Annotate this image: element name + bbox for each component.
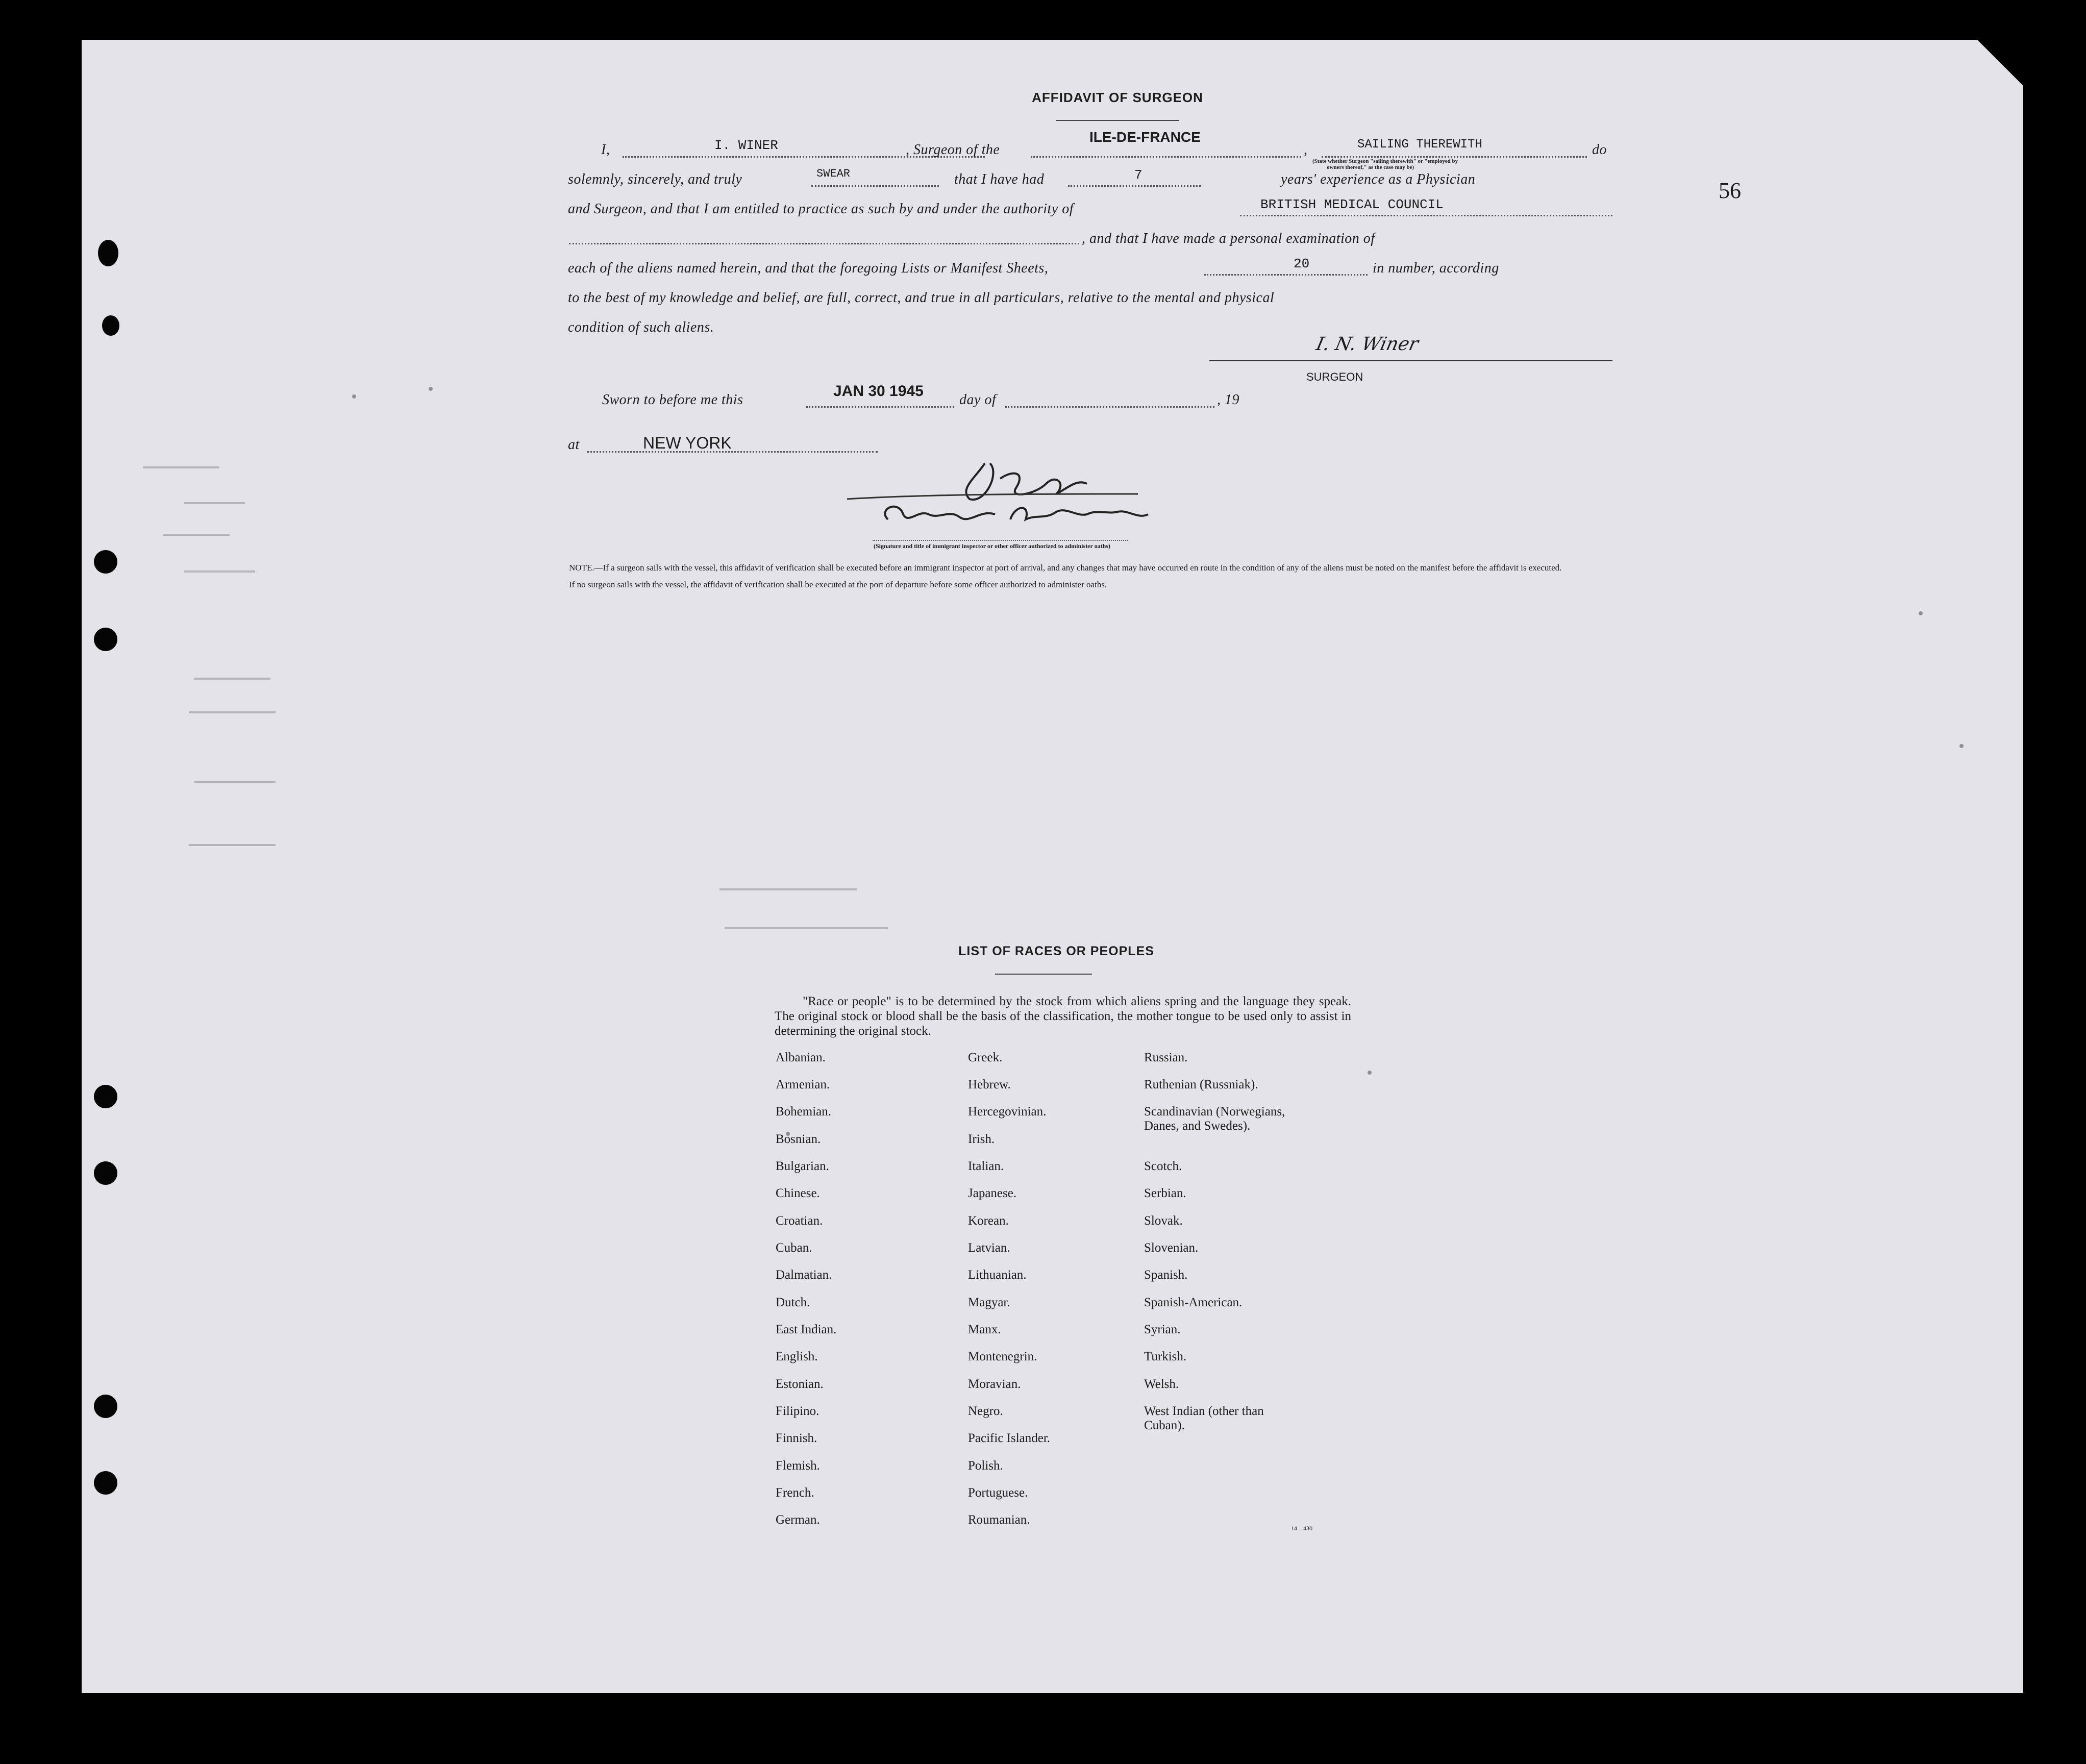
race-item: West Indian (other than Cuban). bbox=[1144, 1404, 1264, 1432]
bleed-through-mark bbox=[194, 678, 270, 680]
note-paragraph-2: If no surgeon sails with the vessel, the affidavit of verification shall be executed at the port of departure before some officer authorized to administer oaths. bbox=[569, 580, 1107, 589]
race-item: East Indian. bbox=[776, 1323, 837, 1336]
line7: condition of such aliens. bbox=[568, 319, 714, 335]
oath-field-line bbox=[811, 185, 939, 187]
sailing-note-1: (State whether Surgeon "sailing therewith" or "employed by bbox=[1312, 158, 1458, 164]
sailing-note-2: owners thereof," as the case may be) bbox=[1327, 164, 1414, 170]
punch-hole bbox=[94, 1395, 117, 1418]
inspector-caption: (Signature and title of immigrant inspector or other officer authorized to administer oaths) bbox=[874, 542, 1110, 550]
race-item: Portuguese. bbox=[968, 1486, 1028, 1500]
surgeon-label: SURGEON bbox=[1306, 370, 1363, 383]
signature-line bbox=[1209, 360, 1612, 361]
race-item: Turkish. bbox=[1144, 1350, 1187, 1363]
punch-hole bbox=[94, 550, 117, 574]
folded-corner bbox=[1977, 40, 2023, 86]
race-item: Irish. bbox=[968, 1132, 995, 1146]
race-item: Bulgarian. bbox=[776, 1159, 829, 1173]
races-intro: "Race or people" is to be determined by the stock from which aliens spring and the language they speak. The original stock or blood shall be the basis of the classification, the mother tongue to be used only to assist in determining the original stock. bbox=[775, 995, 1351, 1038]
i-label: I, bbox=[601, 142, 610, 158]
line5-b: in number, according bbox=[1373, 260, 1499, 276]
race-item: Slovenian. bbox=[1144, 1241, 1199, 1255]
line5-a: each of the aliens named herein, and that the foregoing Lists or Manifest Sheets, bbox=[568, 260, 1049, 276]
speck bbox=[1919, 611, 1923, 615]
page-number: 56 bbox=[1719, 178, 1741, 203]
title-underline bbox=[1056, 120, 1179, 121]
race-item: Armenian. bbox=[776, 1078, 830, 1091]
race-item: Latvian. bbox=[968, 1241, 1010, 1255]
punch-hole bbox=[94, 1161, 117, 1185]
speck bbox=[1959, 744, 1964, 748]
race-item: Ruthenian (Russniak). bbox=[1144, 1078, 1258, 1091]
sailing-status: SAILING THEREWITH bbox=[1357, 138, 1482, 152]
bleed-through-mark bbox=[143, 466, 219, 468]
race-item: Albanian. bbox=[776, 1051, 826, 1064]
races-title-underline bbox=[995, 974, 1092, 975]
race-item: Serbian. bbox=[1144, 1186, 1186, 1200]
surgeon-signature: I. N. Winer bbox=[1314, 334, 1421, 355]
line2-b: that I have had bbox=[954, 171, 1045, 187]
punch-hole bbox=[94, 1471, 117, 1495]
race-item: Chinese. bbox=[776, 1186, 820, 1200]
line4: , and that I have made a personal examination of bbox=[1082, 231, 1375, 246]
month-field-line bbox=[1005, 406, 1214, 408]
race-item: Russian. bbox=[1144, 1051, 1188, 1064]
race-item: Polish. bbox=[968, 1459, 1003, 1473]
race-item: Roumanian. bbox=[968, 1513, 1030, 1527]
race-item: Bohemian. bbox=[776, 1105, 832, 1119]
oath-type: SWEAR bbox=[816, 167, 851, 180]
bleed-through-mark bbox=[719, 888, 857, 890]
speck bbox=[429, 387, 433, 391]
surgeon-of-label: , Surgeon of the bbox=[906, 142, 1000, 158]
authority: BRITISH MEDICAL COUNCIL bbox=[1260, 197, 1444, 212]
date-field-line bbox=[806, 406, 954, 408]
race-item: Pacific Islander. bbox=[968, 1431, 1051, 1445]
authority-field-line bbox=[1240, 215, 1612, 216]
inspector-signature bbox=[832, 443, 1250, 545]
race-item: Slovak. bbox=[1144, 1214, 1183, 1228]
race-item: Moravian. bbox=[968, 1377, 1021, 1391]
line2-a: solemnly, sincerely, and truly bbox=[568, 171, 742, 187]
race-item: English. bbox=[776, 1350, 818, 1363]
race-item: Hebrew. bbox=[968, 1078, 1011, 1091]
year-label: , 19 bbox=[1217, 392, 1239, 408]
race-item: Spanish-American. bbox=[1144, 1296, 1243, 1309]
punch-hole bbox=[98, 240, 118, 266]
race-item: German. bbox=[776, 1513, 820, 1527]
race-item: Scandinavian (Norwegians, Danes, and Swedes). bbox=[1144, 1105, 1285, 1133]
race-item: Estonian. bbox=[776, 1377, 824, 1391]
race-item: Finnish. bbox=[776, 1431, 817, 1445]
punch-hole bbox=[94, 1085, 117, 1108]
race-item: Spanish. bbox=[1144, 1268, 1188, 1282]
line6: to the best of my knowledge and belief, are full, correct, and true in all particulars, relative to the mental and physical bbox=[568, 290, 1275, 306]
race-item: Hercegovinian. bbox=[968, 1105, 1047, 1119]
race-item: Bosnian. bbox=[776, 1132, 821, 1146]
note-paragraph-1: NOTE.—If a surgeon sails with the vessel, this affidavit of verification shall be executed before an immigrant inspector at port of arrival, and any changes that may have occurred en route in the condition of any of the aliens must be noted on the manifest before the affidavit is executed. bbox=[569, 563, 1562, 573]
race-item: Greek. bbox=[968, 1051, 1003, 1064]
surgeon-name: I. WINER bbox=[714, 138, 778, 153]
comma: , bbox=[1304, 142, 1308, 158]
race-item: Cuban. bbox=[776, 1241, 812, 1255]
race-item: Welsh. bbox=[1144, 1377, 1179, 1391]
inspector-signature-line bbox=[873, 540, 1128, 541]
sailing-field-line bbox=[1322, 156, 1587, 158]
ship-field-line bbox=[1031, 156, 1301, 158]
race-item: Filipino. bbox=[776, 1404, 820, 1418]
sworn-date: JAN 30 1945 bbox=[833, 383, 924, 400]
place: NEW YORK bbox=[643, 434, 732, 452]
do-label: do bbox=[1592, 142, 1607, 158]
race-item: Magyar. bbox=[968, 1296, 1010, 1309]
speck bbox=[1368, 1071, 1372, 1075]
race-item: Scotch. bbox=[1144, 1159, 1182, 1173]
speck bbox=[352, 394, 356, 399]
bleed-through-mark bbox=[189, 711, 276, 713]
bleed-through-mark bbox=[163, 534, 230, 536]
race-item: French. bbox=[776, 1486, 814, 1500]
line3-a: and Surgeon, and that I am entitled to practice as such by and under the authority of bbox=[568, 201, 1074, 217]
race-item: Korean. bbox=[968, 1214, 1009, 1228]
ship-name: ILE-DE-FRANCE bbox=[1089, 129, 1201, 145]
sworn-label: Sworn to before me this bbox=[602, 392, 743, 408]
day-of-label: day of bbox=[959, 392, 997, 408]
form-number: 14—430 bbox=[1291, 1525, 1312, 1532]
race-item: Japanese. bbox=[968, 1186, 1017, 1200]
race-item: Flemish. bbox=[776, 1459, 820, 1473]
years-experience: 7 bbox=[1134, 167, 1143, 183]
affidavit-title: AFFIDAVIT OF SURGEON bbox=[1032, 90, 1203, 105]
race-item: Syrian. bbox=[1144, 1323, 1181, 1336]
race-item: Dutch. bbox=[776, 1296, 810, 1309]
years-field-line bbox=[1068, 185, 1201, 187]
bleed-through-mark bbox=[194, 781, 276, 783]
bleed-through-mark bbox=[184, 502, 245, 504]
race-item: Montenegrin. bbox=[968, 1350, 1037, 1363]
document-page bbox=[82, 40, 2023, 1693]
at-label: at bbox=[568, 437, 580, 453]
manifest-sheets: 20 bbox=[1294, 256, 1310, 271]
race-item: Lithuanian. bbox=[968, 1268, 1027, 1282]
bleed-through-mark bbox=[725, 927, 888, 929]
punch-hole bbox=[94, 628, 117, 651]
punch-hole bbox=[102, 315, 119, 336]
races-title: LIST OF RACES OR PEOPLES bbox=[958, 944, 1154, 958]
line2-c: years' experience as a Physician bbox=[1281, 171, 1476, 187]
sheets-field-line bbox=[1204, 274, 1368, 276]
race-item: Croatian. bbox=[776, 1214, 823, 1228]
race-item: Dalmatian. bbox=[776, 1268, 832, 1282]
race-item: Manx. bbox=[968, 1323, 1001, 1336]
bleed-through-mark bbox=[189, 844, 276, 846]
race-item: Negro. bbox=[968, 1404, 1003, 1418]
bleed-through-mark bbox=[184, 570, 255, 573]
race-item: Italian. bbox=[968, 1159, 1004, 1173]
authority-continuation-line bbox=[569, 243, 1079, 244]
